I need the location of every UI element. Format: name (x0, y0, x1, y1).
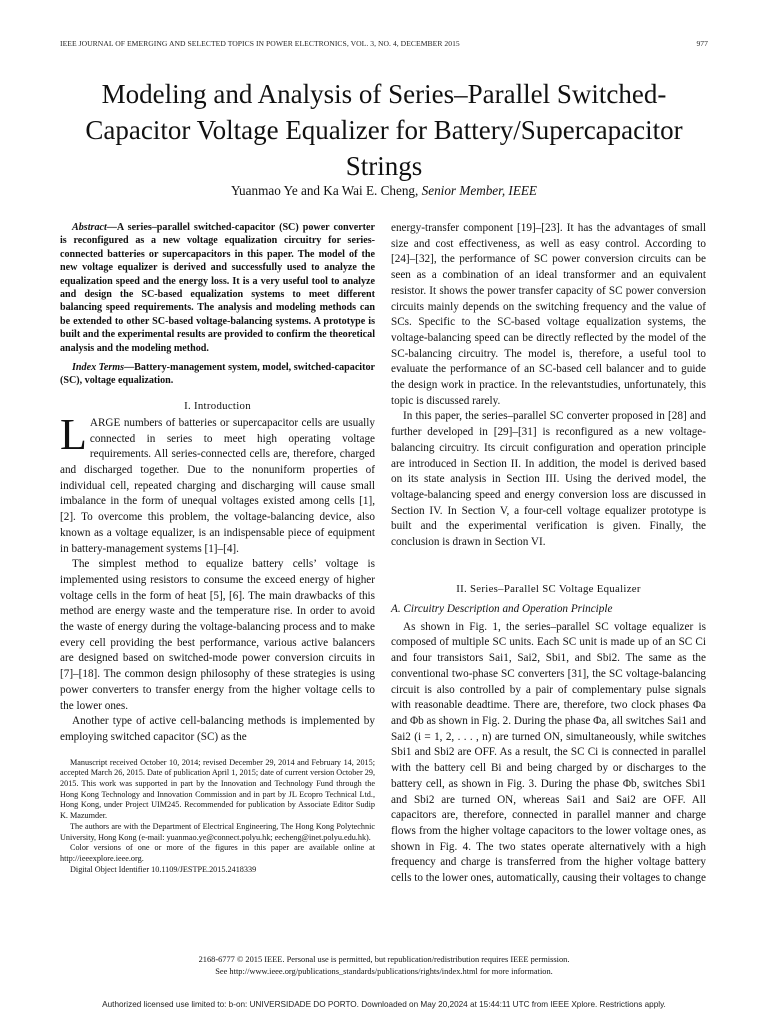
running-head (60, 39, 708, 48)
intro-paragraph-2: The simplest method to equalize battery cells’ voltage is implemented using resistors to consume the exceed energy of higher voltage cells in the form of heat [5], [6]. The main drawbacks of this method are energy waste and the temperature rise. In order to avoid the waste of energy during the voltage-balancing process and to make every cell providing the best performance, various active balancers are designed based on switched-mode power conversion circuits in [7]–[18]. The common design philosophy of these strategies is using power converters to transfer energy from the higher voltage cells to the lower ones. (60, 558, 375, 712)
footnote-affiliation: The authors are with the Department of Electrical Engineering, The Hong Kong Polytechnic University, Hong Kong (e-mail: yuanmao.ye@connect.polyu.hk; eecheng@inet.polyu.edu.hk). (60, 821, 375, 842)
abstract (60, 221, 375, 355)
footnote (60, 758, 375, 876)
left-column (60, 221, 375, 875)
intro-paragraph-1: LARGE numbers of batteries or supercapacitor cells are usually connected in series to meet high operating voltage requirements. All series-connected cells are, therefore, charged and discharged together. Due to the nonuniform properties of individual cell, repeated charging and discharging will cause small imbalance in the form of unequal voltages existed among cells [1], [2]. To overcome this problem, the voltage-balancing device, also known as a voltage equalizer, is an indispensable piece of equipment in battery-management systems [1]–[4]. (60, 409, 375, 555)
index-terms (60, 361, 375, 388)
right-column (391, 221, 706, 887)
journal-name: IEEE JOURNAL OF EMERGING AND SELECTED TOPICS IN POWER ELECTRONICS, VOL. 3, NO. 4, DECEMBER 2015 (60, 39, 460, 48)
footnote-manuscript: Manuscript received October 10, 2014; revised December 29, 2014 and February 14, 2015; accepted March 26, 2015. Date of publication April 1, 2015; date of current version October 29, 2015. This work was supported in part by the Innovation and Technology Fund through the Hong Kong Technology and Innovation Commission and in part by JL Ecopro Technical Ltd., Hong Kong, under Project UIM245. Recommended for publication by Associate Editor Sudip K. Mazumder. (60, 757, 375, 821)
abstract-text: —A series–parallel switched-capacitor (SC) power converter is reconfigured as a new voltage equalization circuitry for series-connected batteries or supercapacitors in this paper. The model of the new voltage equalizer is derived and successfully used to analyze the equalization speed and the energy loss. It is a very useful tool to analyze and design the SC-based equalization systems to meet different balancing speed requirements. The analysis and modeling methods can be extended to other SC-based voltage-balancing systems. A prototype is built and the experimental results are provided to confirm the theoretical analysis and the modeling method. (60, 222, 375, 354)
authorized-use-notice: Authorized licensed use limited to: b-on: UNIVERSIDADE DO PORTO. Downloaded on May 20,2024 at 15:44:11 UTC from IEEE Xplore. Restrictions apply. (102, 1000, 666, 1009)
drop-cap: L (60, 409, 87, 459)
right-paragraph-1: energy-transfer component [19]–[23]. It has the advantages of small size and cost effectiveness, as well as easy control. According to [24]–[32], the performance of SC power conversion circuits can be seen as a combination of an ideal transformer and an equivalent resistor. It shows the power transfer capacity of SC power conversion circuits mainly depends on the switching frequency and the value of SCs. Specific to the SC-based voltage equalization systems, the voltage-balancing speed can be directly reflected by the model of the SC-balancing circuitry. The model is, therefore, a useful tool to evaluate the performance of an SC-based cell balancer and to guide the design work in practice. In the relevantstudies, unfortunately, this topic is discussed rarely. (391, 222, 706, 407)
right-column-text (391, 221, 706, 551)
page-number: 977 (696, 39, 708, 48)
section2-text (391, 620, 706, 887)
abstract-lead: Abstract (72, 222, 107, 233)
subsection-heading-a: A. Circuitry Description and Operation Principle (391, 602, 613, 615)
copyright-line-2: See http://www.ieee.org/publications_standards/publications/rights/index.html for more information. (215, 966, 553, 976)
author-names: Yuanmao Ye and Ka Wai E. Cheng, (231, 183, 422, 198)
author-line (60, 183, 708, 199)
copyright-line-1: 2168-6777 © 2015 IEEE. Personal use is permitted, but republication/redistribution requires IEEE permission. (198, 955, 570, 964)
section-heading-introduction: I. Introduction (184, 399, 251, 412)
index-terms-text: —Battery-management system, model, switched-capacitor (SC), voltage equalization. (60, 362, 375, 387)
right-paragraph-2: In this paper, the series–parallel SC converter proposed in [28] and further developed in [29]–[31] is reconfigured as a new voltage-balancing circuitry. Its circuit configuration and operation principle are introduced in Section II. In addition, the model is derived based on its state analysis in Section III. Using the derived model, the voltage-balancing speed and energy conversion loss are discussed in Section IV. In Section V, a four-cell voltage equalizer prototype is built and the experimental verification is given. Finally, the conclusion is drawn in Section VI. (391, 410, 706, 549)
footnote-color: Color versions of one or more of the figures in this paper are available online at http://ieeexplore.ieee.org. (60, 843, 375, 863)
right-paragraph-3: As shown in Fig. 1, the series–parallel SC voltage equalizer is composed of multiple SC units. Each SC unit is made up of an SC Ci and four transistors Sai1, Sai2, Sbi1, and Sbi2. The same as the conventional two-phase SC converters [31], the SC voltage-balancing circuit is also controlled by a pair of complementary pulse signals with reasonable deadtime. There are, therefore, two clock phases Φa and Φb as shown in Fig. 2. During the phase Φa, all switches Sai1 and Sai2 (i = 1, 2, . . . , n) are turned ON, simultaneously, while switches Sbi1 and Sbi2 are OFF. As a result, the SC Ci is connected in parallel with the battery cell Bi and being charged by or discharges to the battery cell, as shown in Fig. 3. During the phase Φb, switches Sbi1 and Sbi2 are turned ON, whereas Sai1 and Sai2 are OFF. All capacitors are, therefore, connected in parallel manner and charge flows from the higher voltage capacitors to the lower voltage ones, as shown in Fig. 4. The two states operate alternatively with a high frequency and charge is transferred from the higher voltage battery cells to the lower ones, automatically, causing their voltages to change (391, 620, 706, 885)
section-heading-sp-sc: II. Series–Parallel SC Voltage Equalizer (456, 582, 641, 595)
footnote-doi: Digital Object Identifier 10.1109/JESTPE.2015.2418339 (70, 864, 257, 874)
index-terms-lead: Index Terms (72, 362, 125, 374)
intro-paragraph-3: Another type of active cell-balancing methods is implemented by employing switched capacitor (SC) as the (60, 715, 375, 743)
author-role: Senior Member, IEEE (421, 183, 537, 198)
paper-title: Modeling and Analysis of Series–Parallel Switched-Capacitor Voltage Equalizer for Battery/Supercapacitor Strings (85, 79, 683, 181)
introduction-text (60, 409, 375, 746)
copyright-notice (60, 954, 708, 977)
